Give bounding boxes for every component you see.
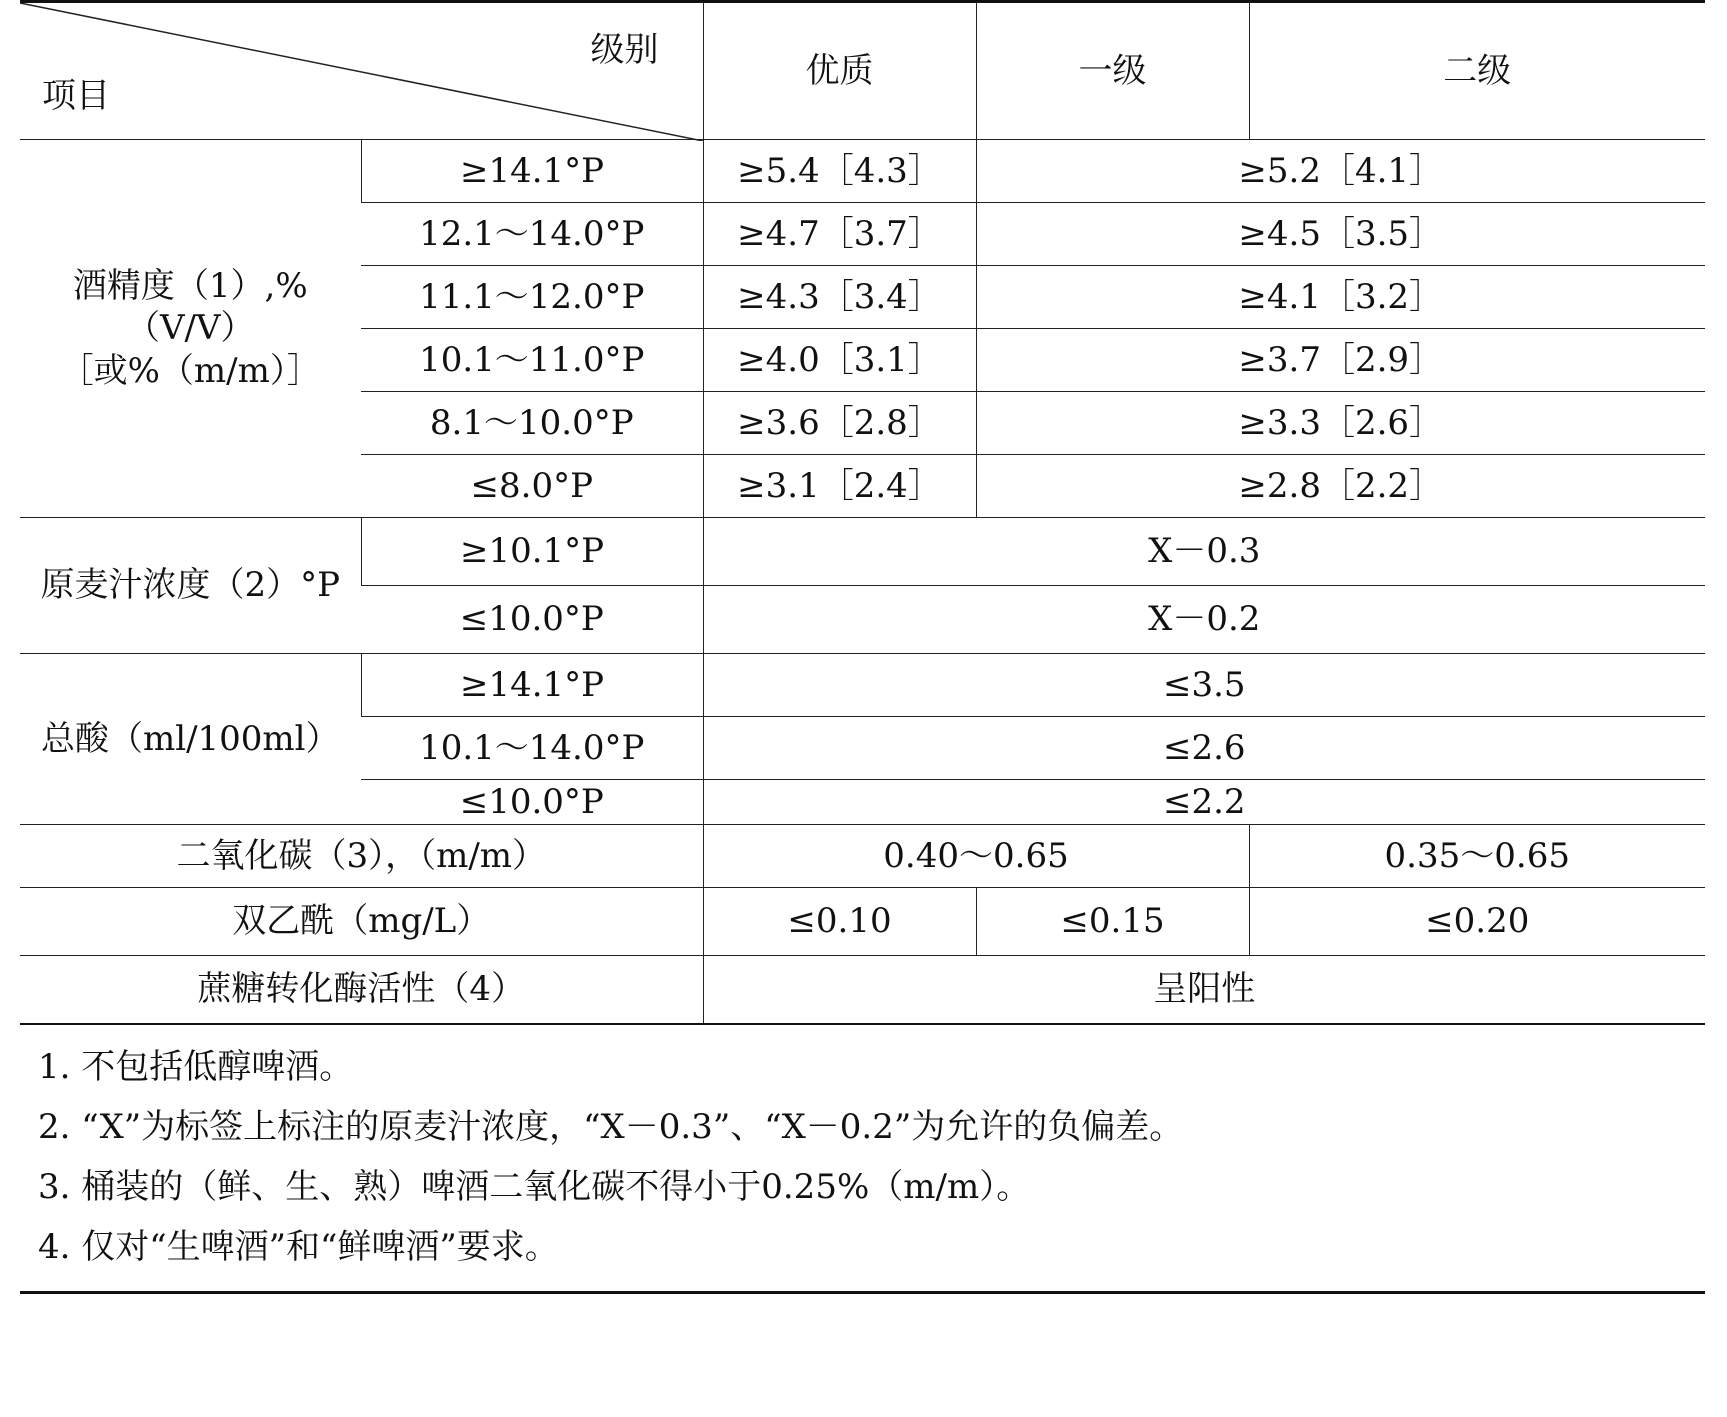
beer-spec-document bbox=[20, 0, 1705, 1294]
acid-range: ≥14.1°P bbox=[361, 654, 703, 717]
diacetyl-label: 双乙酰（mg/L） bbox=[20, 888, 703, 956]
wort-value: X－0.2 bbox=[703, 586, 1705, 654]
acid-range: ≤10.0°P bbox=[361, 780, 703, 825]
acid-value: ≤2.6 bbox=[703, 717, 1705, 780]
invertase-value: 呈阳性 bbox=[703, 956, 1705, 1024]
diacetyl-premium: ≤0.10 bbox=[703, 888, 976, 956]
wort-range: ≥10.1°P bbox=[361, 518, 703, 586]
footnote-2: 2. “X”为标签上标注的原麦汁浓度，“X－0.3”、“X－0.2”为允许的负偏差。 bbox=[38, 1106, 1184, 1147]
item-label: 项目 bbox=[42, 75, 110, 116]
alcohol-premium: ≥3.6［2.8］ bbox=[703, 392, 976, 455]
alcohol-other: ≥4.5［3.5］ bbox=[976, 203, 1705, 266]
alcohol-range: ≥14.1°P bbox=[361, 140, 703, 203]
footnote-4: 4. 仅对“生啤酒”和“鲜啤酒”要求。 bbox=[38, 1226, 559, 1267]
table-row bbox=[20, 825, 1705, 888]
wort-value: X－0.3 bbox=[703, 518, 1705, 586]
co2-label: 二氧化碳（3），（m/m） bbox=[20, 825, 703, 888]
diacetyl-first: ≤0.15 bbox=[976, 888, 1249, 956]
alcohol-premium: ≥4.7［3.7］ bbox=[703, 203, 976, 266]
col-header-first: 一级 bbox=[976, 2, 1249, 140]
alcohol-label-cell bbox=[20, 140, 361, 518]
alcohol-other: ≥3.3［2.6］ bbox=[976, 392, 1705, 455]
diacetyl-second: ≤0.20 bbox=[1249, 888, 1705, 956]
wort-label-cell: 原麦汁浓度（2）°P bbox=[20, 518, 361, 654]
alcohol-other: ≥5.2［4.1］ bbox=[976, 140, 1705, 203]
alcohol-range: 10.1～11.0°P bbox=[361, 329, 703, 392]
acid-label-cell: 总酸（ml/100ml） bbox=[20, 654, 361, 825]
table-row bbox=[20, 654, 1705, 717]
diagonal-divider bbox=[20, 3, 703, 141]
footnotes bbox=[20, 1025, 1705, 1294]
alcohol-other: ≥3.7［2.9］ bbox=[976, 329, 1705, 392]
alcohol-other: ≥2.8［2.2］ bbox=[976, 455, 1705, 518]
beer-spec-table bbox=[20, 0, 1705, 1025]
table-row bbox=[20, 518, 1705, 586]
alcohol-label-line2: ［或%（m/m）］ bbox=[59, 350, 321, 391]
alcohol-premium: ≥4.0［3.1］ bbox=[703, 329, 976, 392]
alcohol-label-line1: 酒精度（1）,%（V/V） bbox=[72, 265, 308, 349]
footnote-1: 1. 不包括低醇啤酒。 bbox=[38, 1046, 354, 1087]
header-row bbox=[20, 2, 1705, 140]
alcohol-premium: ≥4.3［3.4］ bbox=[703, 266, 976, 329]
table-row bbox=[20, 140, 1705, 203]
alcohol-range: 8.1～10.0°P bbox=[361, 392, 703, 455]
acid-value: ≤2.2 bbox=[703, 780, 1705, 825]
alcohol-other: ≥4.1［3.2］ bbox=[976, 266, 1705, 329]
co2-second: 0.35～0.65 bbox=[1249, 825, 1705, 888]
acid-value: ≤3.5 bbox=[703, 654, 1705, 717]
alcohol-range: 12.1～14.0°P bbox=[361, 203, 703, 266]
alcohol-range: ≤8.0°P bbox=[361, 455, 703, 518]
alcohol-premium: ≥3.1［2.4］ bbox=[703, 455, 976, 518]
invertase-label: 蔗糖转化酶活性（4） bbox=[20, 956, 703, 1024]
col-header-second: 二级 bbox=[1249, 2, 1705, 140]
grade-label: 级别 bbox=[590, 30, 659, 70]
alcohol-range: 11.1～12.0°P bbox=[361, 266, 703, 329]
corner-header-cell bbox=[20, 2, 703, 140]
co2-premium-first: 0.40～0.65 bbox=[703, 825, 1249, 888]
table-row bbox=[20, 956, 1705, 1024]
col-header-premium: 优质 bbox=[703, 2, 976, 140]
wort-range: ≤10.0°P bbox=[361, 586, 703, 654]
acid-range: 10.1～14.0°P bbox=[361, 717, 703, 780]
footnote-3: 3. 桶装的（鲜、生、熟）啤酒二氧化碳不得小于0.25%（m/m）。 bbox=[38, 1166, 1031, 1207]
alcohol-premium: ≥5.4［4.3］ bbox=[703, 140, 976, 203]
table-row bbox=[20, 888, 1705, 956]
